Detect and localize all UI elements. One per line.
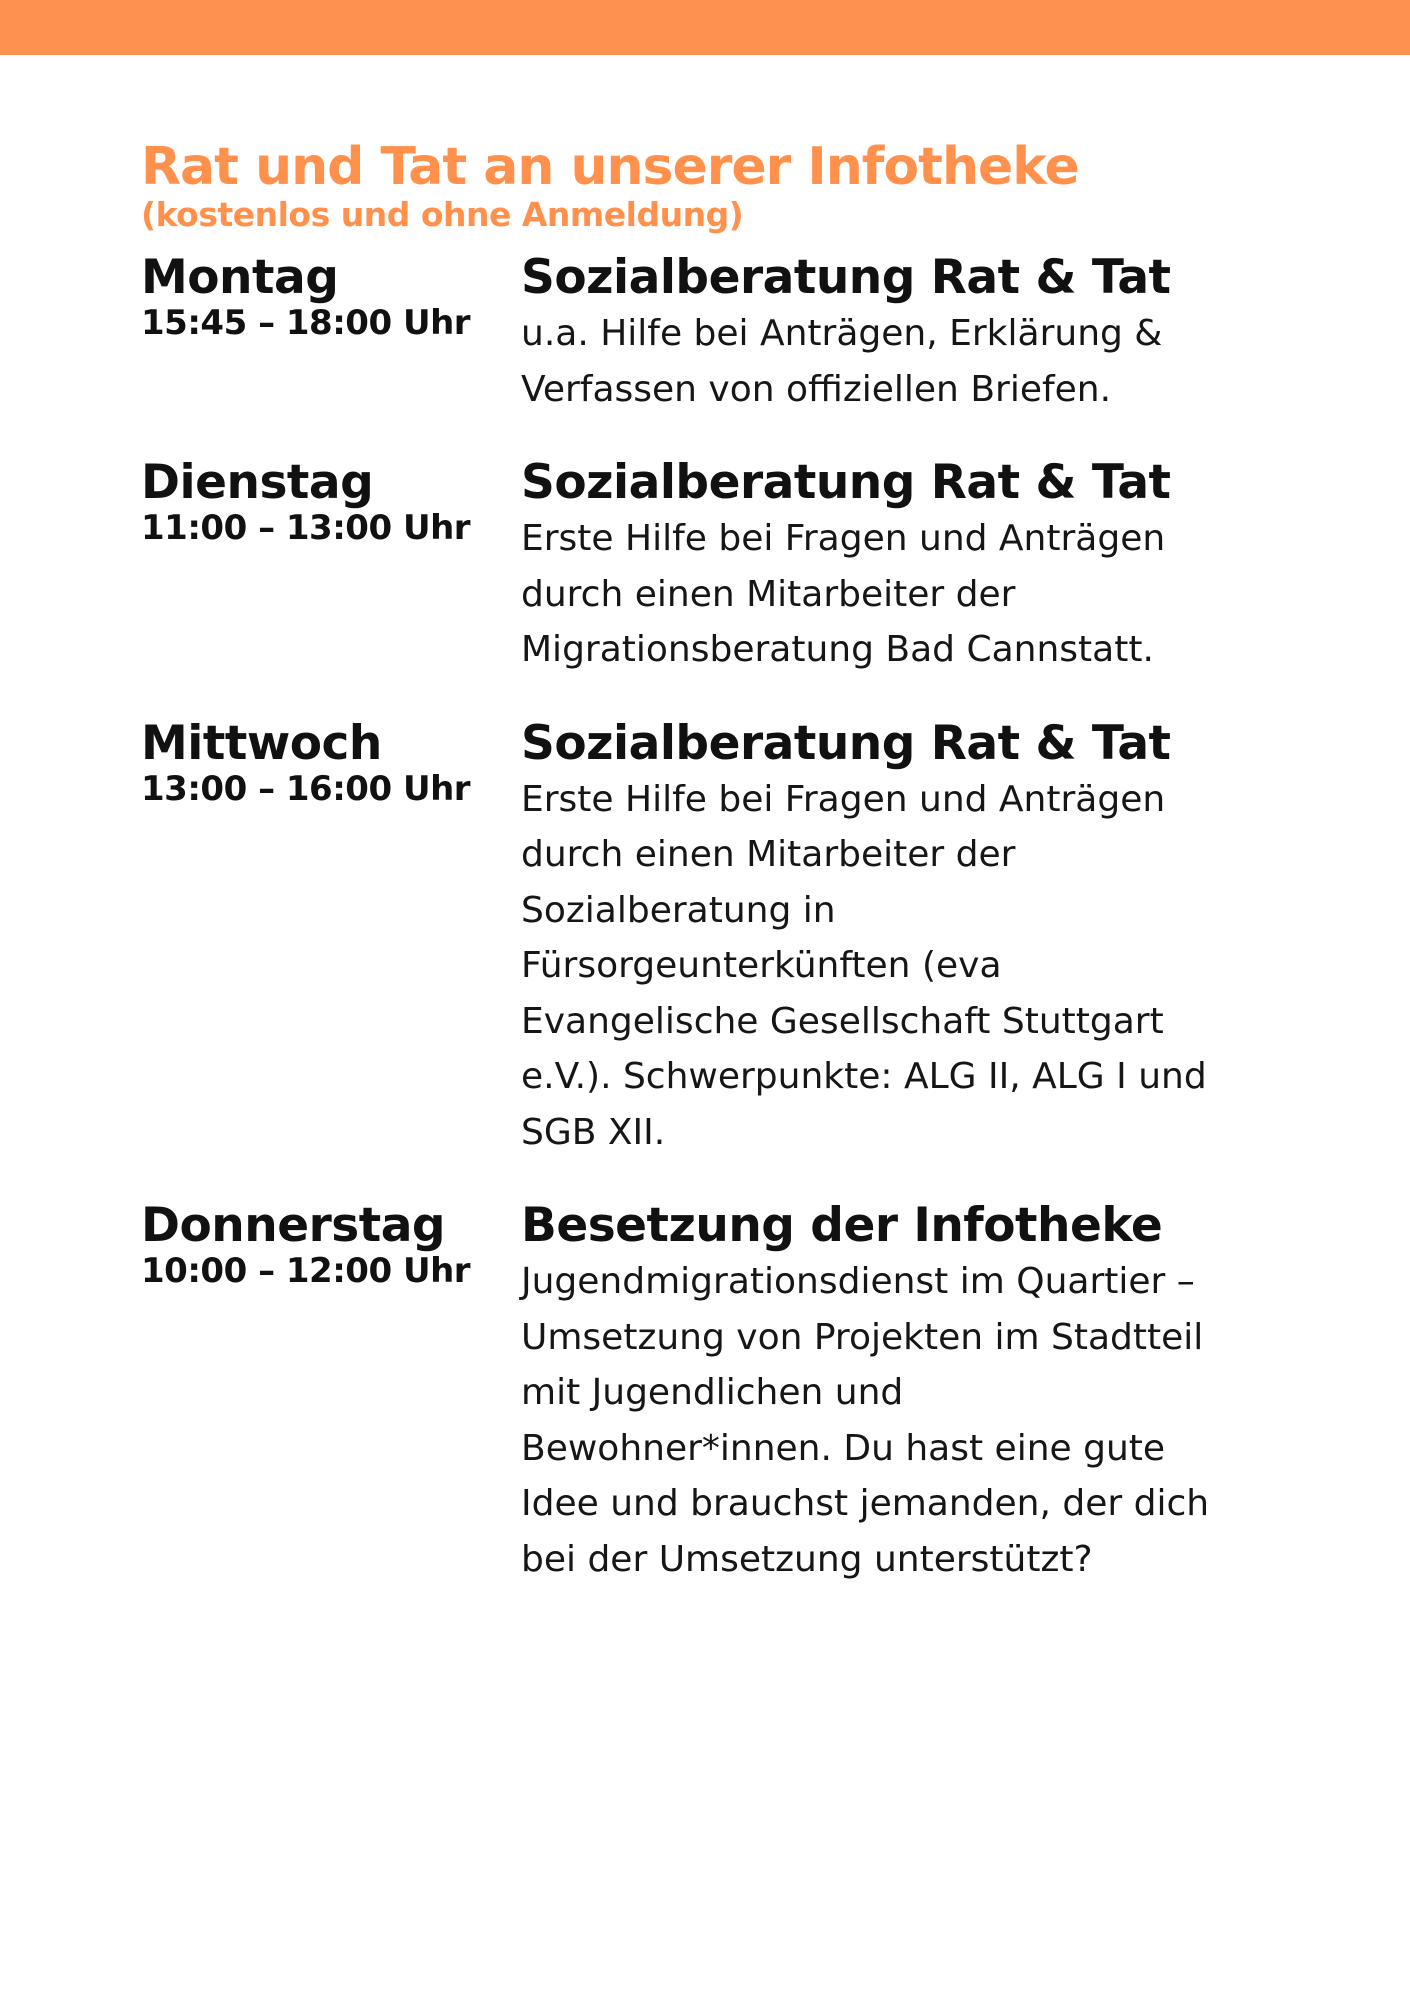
day-name: Dienstag bbox=[141, 455, 374, 510]
schedule-entry-thursday bbox=[141, 1200, 1261, 1587]
description-line: Bewohner*innen. Du hast eine gute bbox=[521, 1427, 1166, 1469]
description-line: Fürsorgeunterkünften (eva bbox=[521, 945, 1002, 986]
description-line: durch einen Mitarbeiter der bbox=[521, 834, 1016, 875]
day-column bbox=[141, 252, 521, 417]
schedule-entry-monday bbox=[141, 252, 1261, 417]
day-time: 11:00 – 13:00 Uhr bbox=[141, 508, 471, 548]
description-line: Verfassen von offiziellen Briefen. bbox=[521, 368, 1112, 410]
service-description bbox=[521, 1254, 1261, 1587]
service-title: Sozialberatung Rat & Tat bbox=[521, 455, 1171, 510]
description-line: Evangelische Gesellschaft Stuttgart bbox=[521, 1000, 1164, 1042]
page-title: Rat und Tat an unserer Infotheke bbox=[141, 137, 1079, 197]
service-description bbox=[521, 772, 1261, 1161]
description-line: durch einen Mitarbeiter der bbox=[521, 573, 1016, 615]
description-line: Jugendmigrationsdienst im Quartier – bbox=[521, 1261, 1195, 1302]
description-line: mit Jugendlichen und bbox=[521, 1372, 904, 1413]
info-column bbox=[521, 1200, 1261, 1587]
page-subtitle: (kostenlos und ohne Anmeldung) bbox=[141, 195, 744, 234]
info-column bbox=[521, 715, 1261, 1161]
description-line: Umsetzung von Projekten im Stadtteil bbox=[521, 1316, 1204, 1358]
day-time: 10:00 – 12:00 Uhr bbox=[141, 1251, 471, 1291]
day-column bbox=[141, 457, 521, 678]
description-line: u.a. Hilfe bei Anträgen, Erklärung & bbox=[521, 313, 1163, 354]
description-line: bei der Umsetzung unterstützt? bbox=[521, 1538, 1093, 1580]
info-column bbox=[521, 457, 1261, 678]
service-title: Sozialberatung Rat & Tat bbox=[521, 715, 1171, 771]
day-name: Mittwoch bbox=[141, 715, 382, 771]
schedule-entry-wednesday bbox=[141, 715, 1261, 1161]
service-description bbox=[521, 306, 1261, 417]
description-line: Idee und brauchst jemanden, der dich bbox=[521, 1483, 1210, 1524]
service-title: Sozialberatung Rat & Tat bbox=[521, 250, 1171, 305]
description-line: e.V.). Schwerpunkte: ALG II, ALG I und bbox=[521, 1056, 1207, 1097]
day-time: 15:45 – 18:00 Uhr bbox=[141, 303, 471, 343]
page-content bbox=[141, 138, 1261, 1627]
day-name: Donnerstag bbox=[141, 1198, 446, 1253]
info-column bbox=[521, 252, 1261, 417]
description-line: Sozialberatung in bbox=[521, 889, 836, 931]
service-description bbox=[521, 511, 1261, 678]
day-time: 13:00 – 16:00 Uhr bbox=[141, 768, 471, 809]
day-column bbox=[141, 715, 521, 1161]
description-line: Migrationsberatung Bad Cannstatt. bbox=[521, 629, 1154, 670]
description-line: Erste Hilfe bei Fragen und Anträgen bbox=[521, 518, 1166, 559]
description-line: SGB XII. bbox=[521, 1111, 666, 1153]
day-column bbox=[141, 1200, 521, 1587]
top-accent-bar bbox=[0, 0, 1410, 55]
day-name: Montag bbox=[141, 250, 339, 305]
description-line: Erste Hilfe bei Fragen und Anträgen bbox=[521, 778, 1166, 820]
schedule-entry-tuesday bbox=[141, 457, 1261, 678]
service-title: Besetzung der Infotheke bbox=[521, 1198, 1163, 1253]
